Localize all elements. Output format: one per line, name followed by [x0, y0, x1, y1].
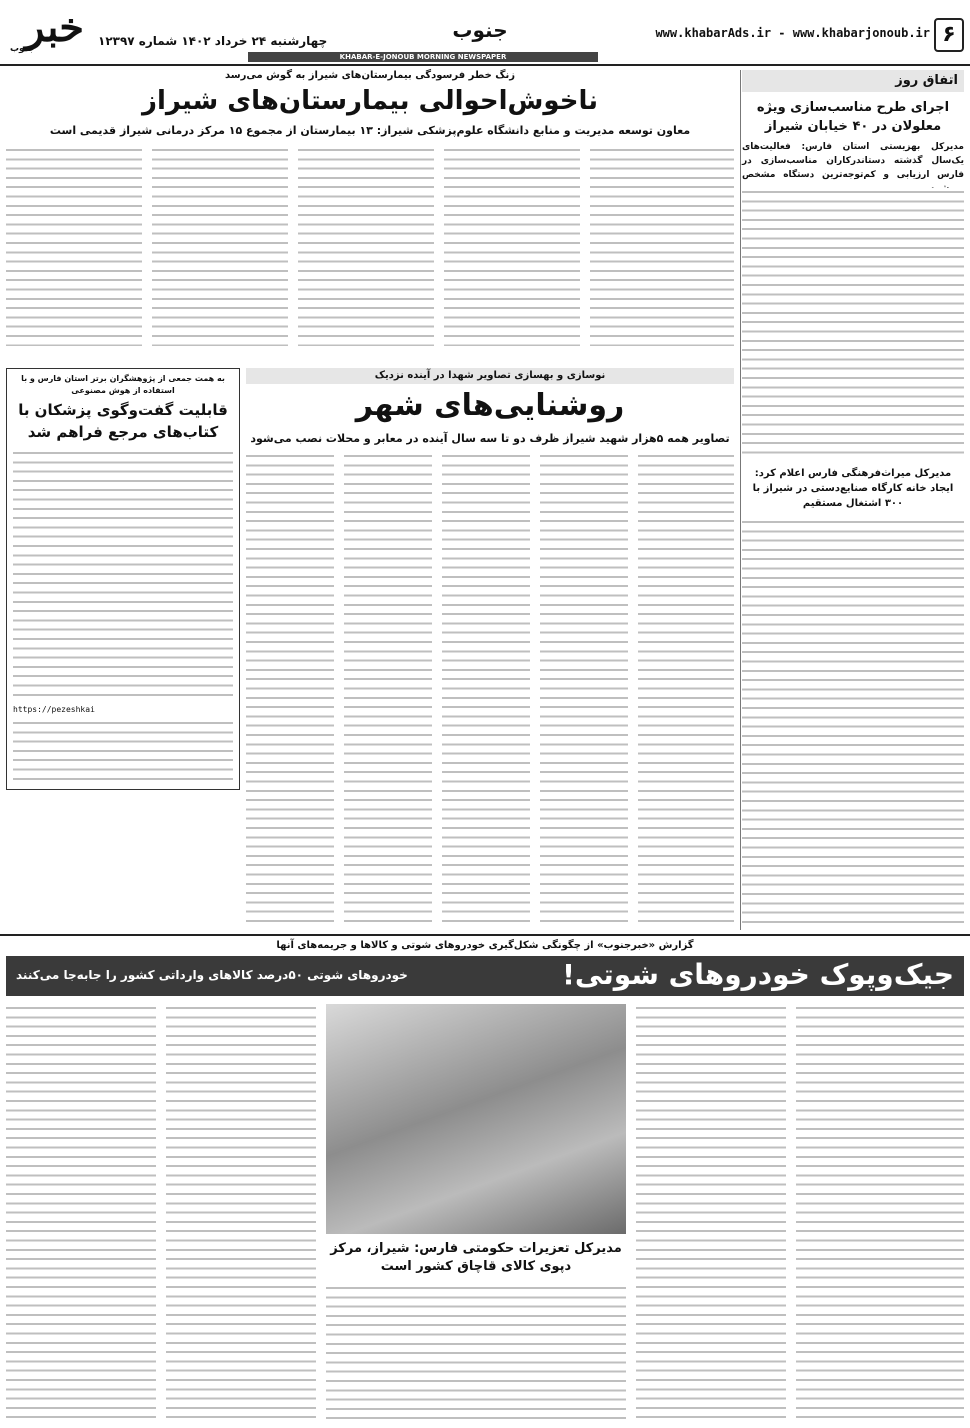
side-headline: اجرای طرح مناسب‌سازی ویژه معلولان در ۴۰ خیابان شیراز	[756, 100, 950, 134]
story2-headline: قابلیت گفت‌وگوی پزشکان با کتاب‌های مرجع فراهم شد	[18, 401, 228, 441]
story2-link[interactable]: https://pezeshkai	[13, 705, 95, 714]
story4-col-1	[796, 1004, 964, 1422]
story3-col-1	[638, 452, 734, 922]
story1-col-4	[152, 146, 288, 346]
page-header	[0, 0, 970, 64]
story4-headline: جیک‌وپوک خودروهای شوتی!	[562, 958, 954, 991]
story1-headline: ناخوش‌احوالی بیمارستان‌های شیراز	[141, 86, 598, 116]
story3-deck: تصاویر همه ۵هزار شهید شیراز ظرف دو تا سه سال آینده در معابر و محلات نصب می‌شود	[250, 432, 730, 445]
story4-kicker: گزارش «خبرجنوب» از چگونگی شکل‌گیری خودروهای شوتی و کالاها و جریمه‌های آنها	[276, 940, 694, 951]
story2-body-2	[13, 719, 233, 783]
header-subtitle: KHABAR-E-JONOUB MORNING NEWSPAPER	[248, 52, 598, 62]
story-ai-books	[6, 368, 240, 790]
issue-date: چهارشنبه ۲۴ خرداد ۱۴۰۲ شماره ۱۲۳۹۷	[98, 34, 328, 48]
header-rule	[0, 64, 970, 66]
story4-title-bar	[6, 956, 964, 996]
story4-photo-title: مدیرکل تعزیرات حکومتی فارس: شیراز، مرکز دپوی کالای قاچاق کشور است	[330, 1241, 622, 1274]
side-headline-2: مدیرکل میراث‌فرهنگی فارس اعلام کرد: ایجاد خانه کارگاه صنایع‌دستی در شیراز با ۳۰۰ اشتغال مستقیم	[752, 468, 954, 509]
section-title: جنوب	[452, 18, 508, 42]
story3-kicker: نوسازی و بهسازی تصاویر شهدا در آینده نزدیک	[374, 370, 606, 381]
story3-col-4	[344, 452, 432, 922]
story1-col-3	[298, 146, 434, 346]
site-urls[interactable]: www.khabarAds.ir - www.khabarjonoub.ir	[655, 26, 930, 40]
story3-col-2	[540, 452, 628, 922]
story1-col-1	[590, 146, 734, 346]
story4-col-2	[636, 1004, 786, 1422]
newspaper-logo	[4, 6, 84, 58]
story3-kicker-bar	[246, 368, 734, 384]
story2-kicker: به همت جمعی از پژوهشگران برتر استان فارس و با استفاده از هوش مصنوعی	[21, 374, 225, 395]
side-body-2	[742, 518, 964, 928]
story1-col-2	[444, 146, 580, 346]
story2-body	[13, 449, 233, 699]
side-lead: مدیرکل بهزیستی استان فارس: فعالیت‌های یک‌سال گذشته دستاندرکاران مناسب‌سازی در فارس ارزیابی و کم‌توجه‌ترین دستگاه مشخص	[742, 142, 964, 180]
story4-col-5	[166, 1004, 316, 1422]
side-body-1	[742, 188, 964, 458]
side-tag: اتفاق روز	[895, 73, 958, 88]
side-tag-bar	[742, 70, 964, 92]
story3-headline: روشنایی‌های شهر	[355, 388, 625, 423]
story-hospitals	[6, 70, 734, 360]
story3-col-3	[442, 452, 530, 922]
logo-text: خبر	[25, 4, 84, 51]
story-smuggling-cars	[6, 940, 964, 1424]
section-rule	[0, 934, 970, 936]
story-martyr-images	[246, 368, 734, 928]
story4-deck: خودروهای شوتی ۵۰درصد کالاهای وارداتی کشور را جابه‌جا می‌کنند	[16, 968, 408, 982]
side-divider	[740, 70, 741, 930]
story4-photo	[326, 1004, 626, 1234]
story1-col-5	[6, 146, 142, 346]
story1-kicker: زنگ خطر فرسودگی بیمارستان‌های شیراز به گوش می‌رسد	[224, 70, 516, 81]
side-column	[742, 70, 964, 930]
story1-deck: معاون توسعه مدیریت و منابع دانشگاه علوم‌پزشکی شیراز: ۱۳ بیمارستان از مجموع ۱۵ مرکز درمانی شیراز قدیمی است	[49, 124, 691, 137]
story4-col-4	[326, 1284, 626, 1422]
story3-col-5	[246, 452, 334, 922]
page-number: ۶	[934, 18, 964, 52]
story4-col-6	[6, 1004, 156, 1422]
logo-subtext: جنوب	[10, 44, 35, 54]
